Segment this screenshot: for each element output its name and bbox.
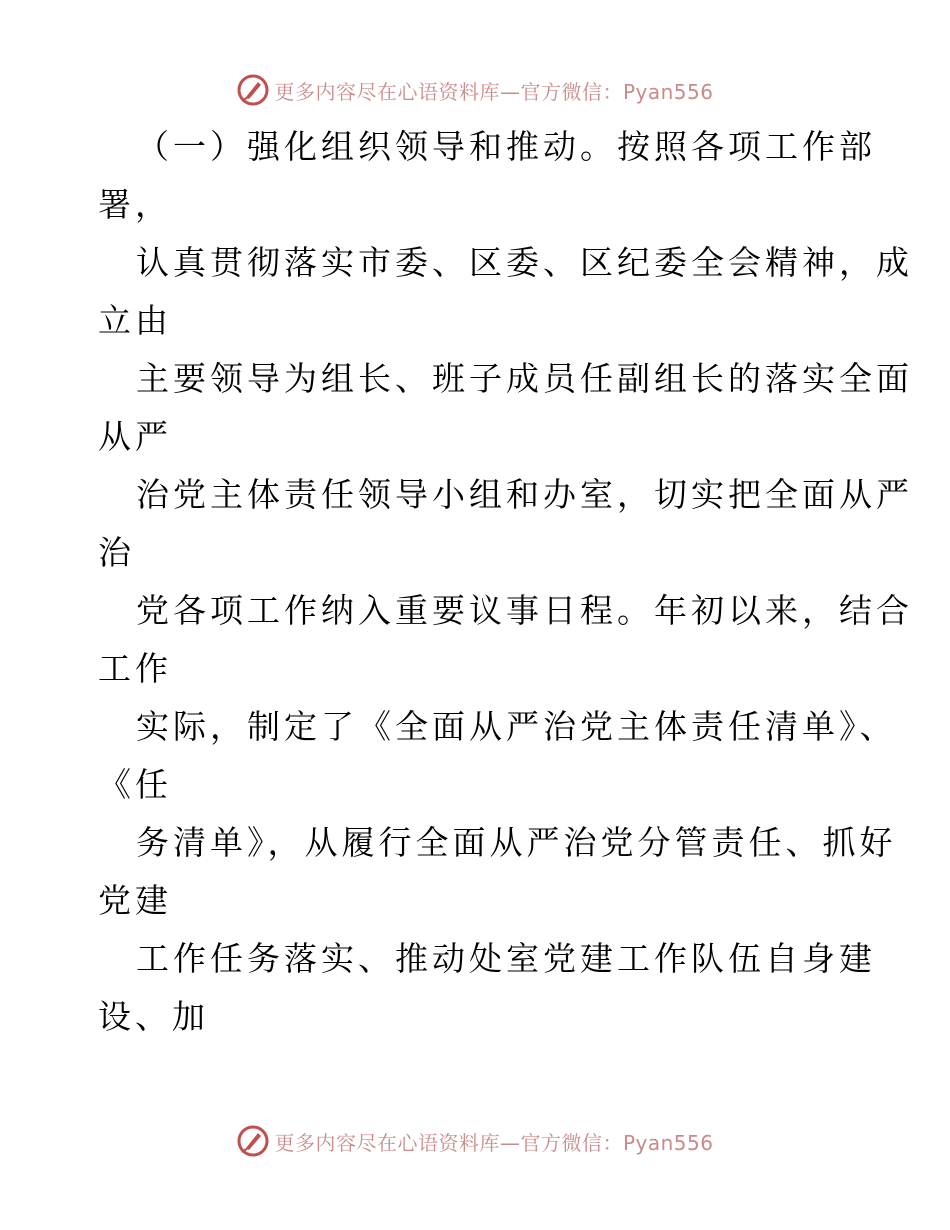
text-line: 设、加: [98, 997, 209, 1036]
text-line: 务清单》，从履行全面从严治党分管责任、抓好: [136, 823, 897, 862]
text-line: 署，: [98, 185, 172, 224]
watermark-text: 更多内容尽在心语资料库—官方微信：Pyan556: [274, 79, 714, 104]
document-body: [98, 118, 913, 1046]
text-line: 主要领导为组长、班子成员任副组长的落实全面: [136, 359, 913, 398]
watermark-header: [0, 70, 950, 110]
pen-logo-icon: [236, 1124, 270, 1158]
text-line: （一）强化组织领导和推动。按照各项工作部: [136, 127, 876, 166]
watermark-footer: [0, 1121, 950, 1161]
text-line: 实际，制定了《全面从严治党主体责任清单》、: [136, 707, 897, 746]
text-line: 治: [98, 533, 135, 572]
text-line: 认真贯彻落实市委、区委、区纪委全会精神，成: [136, 243, 913, 282]
watermark-text: 更多内容尽在心语资料库—官方微信：Pyan556: [274, 1130, 714, 1155]
text-line: 工作任务落实、推动处室党建工作队伍自身建: [136, 939, 876, 978]
text-line: 治党主体责任领导小组和办室，切实把全面从严: [136, 475, 913, 514]
text-line: 立由: [98, 301, 172, 340]
text-line: 从严: [98, 417, 172, 456]
pen-logo-icon: [236, 73, 270, 107]
text-line: 工作: [98, 649, 172, 688]
text-line: 党各项工作纳入重要议事日程。年初以来，结合: [136, 591, 913, 630]
text-line: 《任: [98, 765, 172, 804]
text-line: 党建: [98, 881, 172, 920]
